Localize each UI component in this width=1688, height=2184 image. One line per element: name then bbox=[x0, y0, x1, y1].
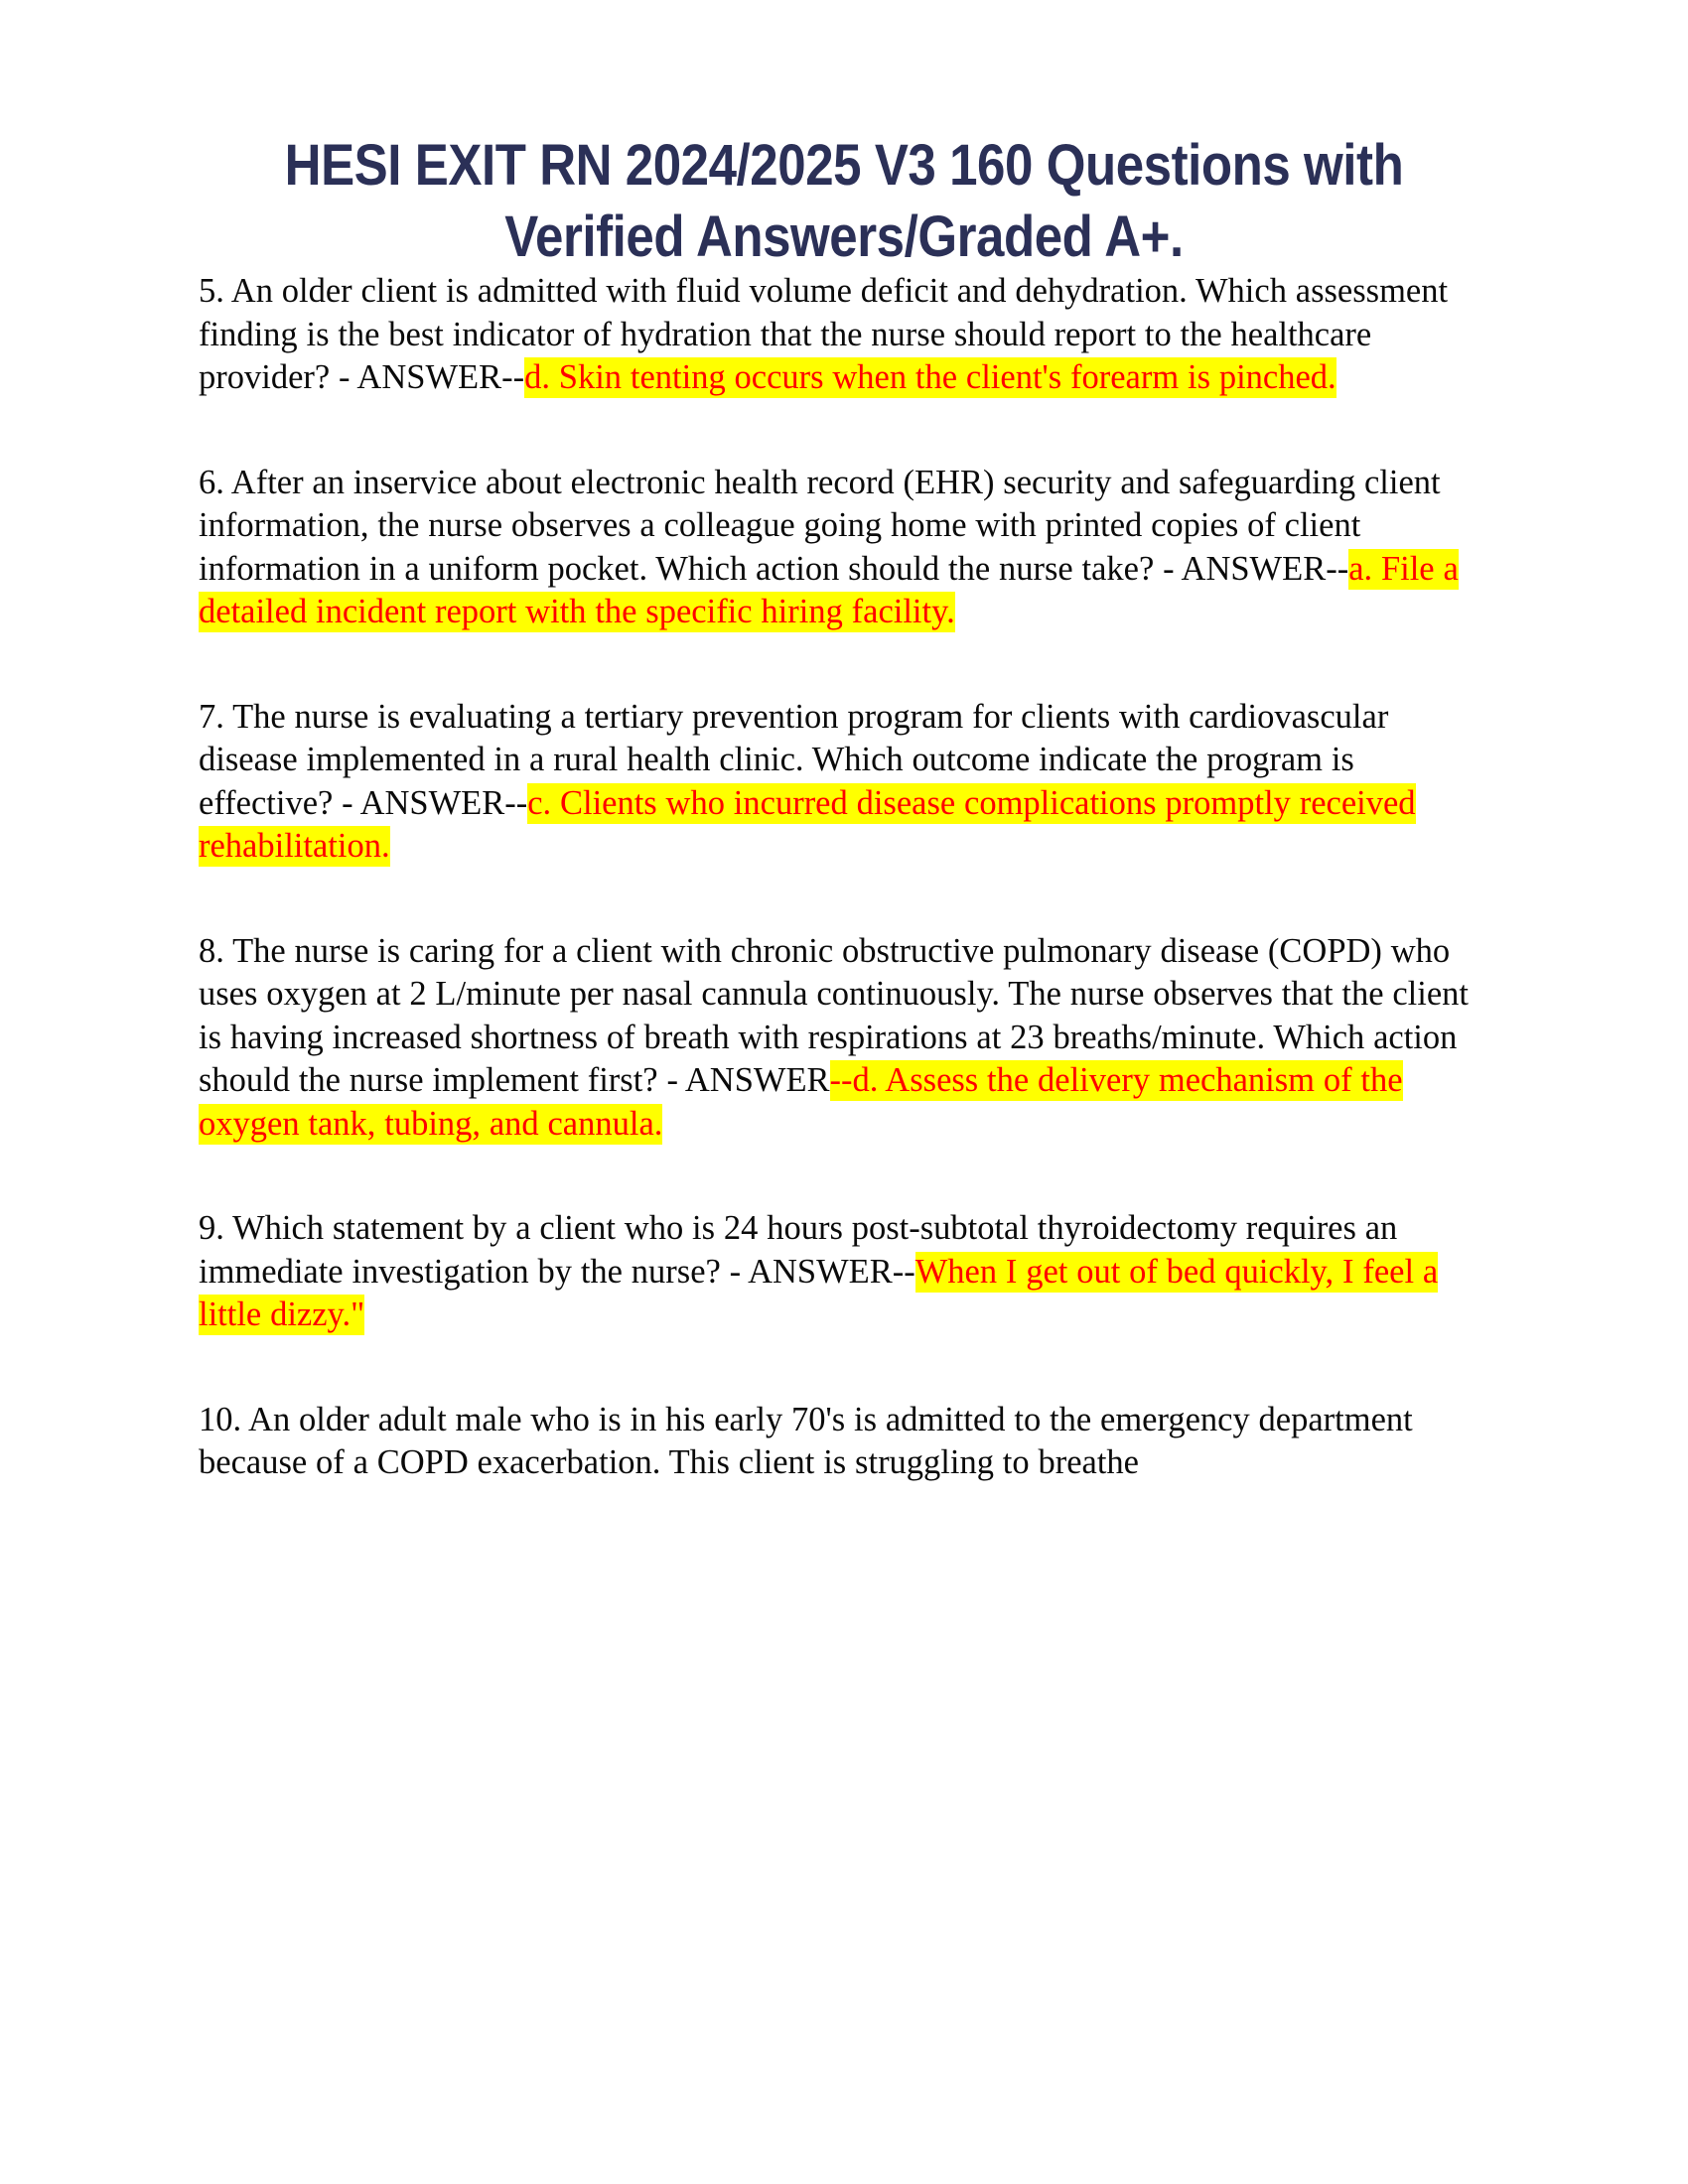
question-answer: When I get out of bed quickly, I feel a little dizzy." bbox=[199, 1252, 1439, 1333]
question-answer: a. File a detailed incident report with the specific hiring facility. bbox=[199, 549, 1459, 630]
question-block bbox=[199, 462, 1470, 634]
page-title-line-2: Verified Answers/Graded A+. bbox=[504, 204, 1184, 269]
question-answer: d. Skin tenting occurs when the client's forearm is pinched. bbox=[524, 358, 1336, 396]
page-title bbox=[250, 130, 1439, 273]
question-prompt: 10. An older adult male who is in his early 70's is admitted to the emergency department because of a COPD exacerbation. This client is struggling to breathe bbox=[199, 1400, 1413, 1481]
question-prompt: 6. After an inservice about electronic health record (EHR) security and safeguarding client information, the nurse observes a colleague going home with printed copies of client information in a uniform pocket. Which action should the nurse take? - ANSWER-- bbox=[199, 463, 1441, 588]
question-prompt: 5. An older client is admitted with fluid volume deficit and dehydration. Which assessment finding is the best indicator of hydration that the nurse should report to the healthcare provider? - ANSWER-- bbox=[199, 272, 1449, 396]
question-prompt: 8. The nurse is caring for a client with chronic obstructive pulmonary disease (COPD) who uses oxygen at 2 L/minute per nasal cannula continuously. The nurse observes that the client is having increased shortness of breath with respirations at 23 breaths/minute. Which action should the nurse implement first? - ANSWER bbox=[199, 931, 1469, 1099]
page-title-line-1: HESI EXIT RN 2024/2025 V3 160 Questions with bbox=[284, 132, 1404, 198]
question-answer: --d. Assess the delivery mechanism of the oxygen tank, tubing, and cannula. bbox=[199, 1061, 1403, 1143]
question-block bbox=[199, 1399, 1470, 1485]
question-block bbox=[199, 696, 1470, 869]
question-block bbox=[199, 270, 1470, 400]
question-prompt: 9. Which statement by a client who is 24 hours post-subtotal thyroidectomy requires an immediate investigation by the nurse? - ANSWER-- bbox=[199, 1209, 1398, 1291]
question-prompt: 7. The nurse is evaluating a tertiary prevention program for clients with cardiovascular disease implemented in a rural health clinic. Which outcome indicate the program is effective? - ANSWER-- bbox=[199, 697, 1389, 822]
question-answer: c. Clients who incurred disease complications promptly received rehabilitation. bbox=[199, 783, 1416, 865]
questions-list bbox=[199, 270, 1470, 1485]
question-block bbox=[199, 1207, 1470, 1337]
question-block bbox=[199, 930, 1470, 1147]
